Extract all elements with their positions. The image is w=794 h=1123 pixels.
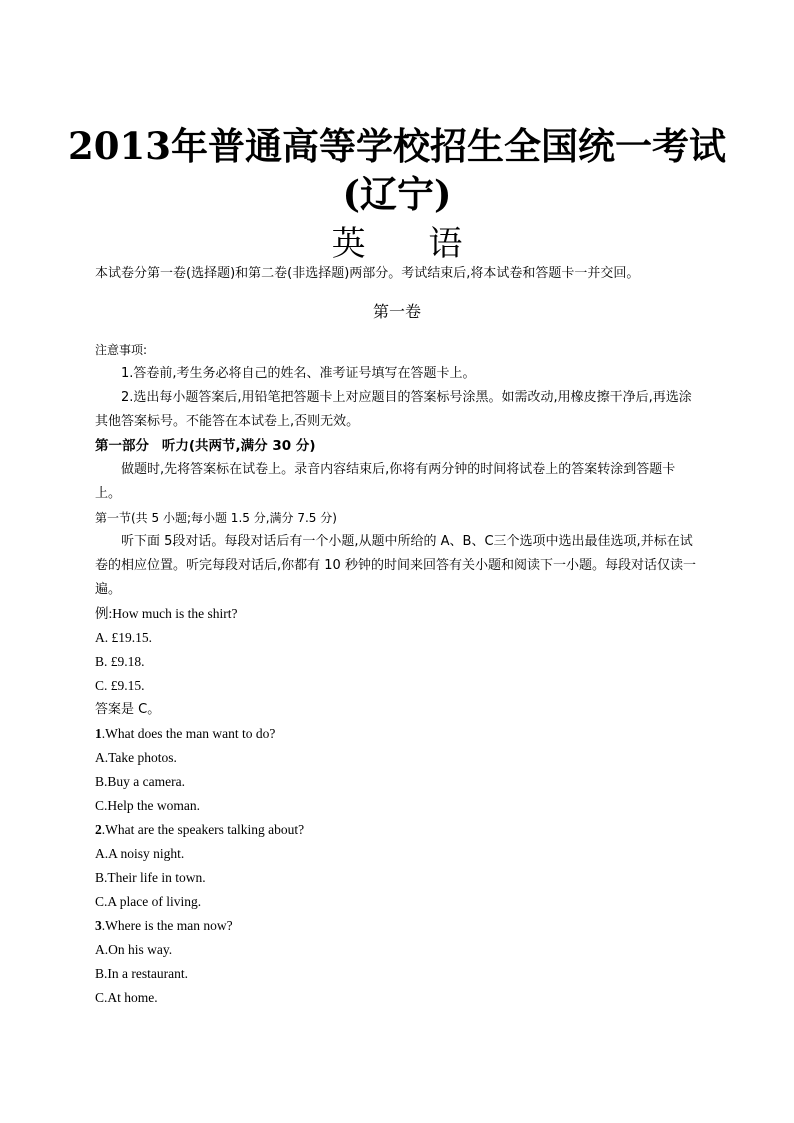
question-1 — [95, 722, 700, 746]
exam-region: (辽宁) — [342, 172, 452, 216]
notice-heading: 注意事项: — [95, 343, 148, 357]
section1-title: 第一节(共 5 小题;每小题 1.5 分,满分 7.5 分) — [95, 511, 337, 525]
example-option: B. £9.18. — [95, 654, 145, 669]
question-option: A.A noisy night. — [95, 846, 185, 861]
example-question: 例:How much is the shirt? — [95, 606, 238, 621]
part1-title: 听力(共两节,满分 30 分) — [161, 438, 316, 454]
question-option: B.Their life in town. — [95, 870, 206, 885]
section1-instruction: 听下面 5段对话。每段对话后有一个小题,从题中所给的 A、B、C三个选项中选出最佳选项,并标在试卷的相应位置。听完每段对话后,你都有 10 秒钟的时间来回答有关小题和阅读下一小题。每段对话仅读一遍。 — [95, 534, 696, 597]
question-number: 3 — [95, 918, 102, 933]
exam-body — [95, 338, 700, 1010]
exam-subject: 英 语 — [331, 224, 489, 264]
question-text: .Where is the man now? — [101, 918, 233, 933]
question-3 — [95, 914, 700, 938]
exam-intro: 本试卷分第一卷(选择题)和第二卷(非选择题)两部分。考试结束后,将本试卷和答题卡一并交回。 — [95, 266, 640, 281]
question-option: A.Take photos. — [95, 750, 177, 765]
exam-title: 2013年普通高等学校招生全国统一考试 — [68, 124, 726, 168]
question-option: C.At home. — [95, 990, 158, 1005]
question-option: A.On his way. — [95, 942, 173, 957]
question-text: .What does the man want to do? — [101, 726, 276, 741]
example-option: A. £19.15. — [95, 630, 152, 645]
question-option: B.In a restaurant. — [95, 966, 188, 981]
question-text: .What are the speakers talking about? — [101, 822, 305, 837]
question-number: 2 — [95, 822, 102, 837]
example-option: C. £9.15. — [95, 678, 145, 693]
notice-item-1: 1.答卷前,考生务必将自己的姓名、准考证号填写在答题卡上。 — [121, 366, 476, 381]
volume-title: 第一卷 — [372, 302, 421, 321]
part1-heading — [95, 434, 700, 458]
question-number: 1 — [95, 726, 102, 741]
part1-label: 第一部分 — [95, 438, 149, 454]
question-2 — [95, 818, 700, 842]
notice-item-2: 2.选出每小题答案后,用铅笔把答题卡上对应题目的答案标号涂黑。如需改动,用橡皮擦干净后,再选涂其他答案标号。不能答在本试卷上,否则无效。 — [95, 390, 692, 429]
part1-instruction: 做题时,先将答案标在试卷上。录音内容结束后,你将有两分钟的时间将试卷上的答案转涂到答题卡上。 — [95, 462, 676, 501]
question-option: C.A place of living. — [95, 894, 202, 909]
question-option: B.Buy a camera. — [95, 774, 185, 789]
example-answer: 答案是 C。 — [95, 702, 161, 717]
question-option: C.Help the woman. — [95, 798, 200, 813]
